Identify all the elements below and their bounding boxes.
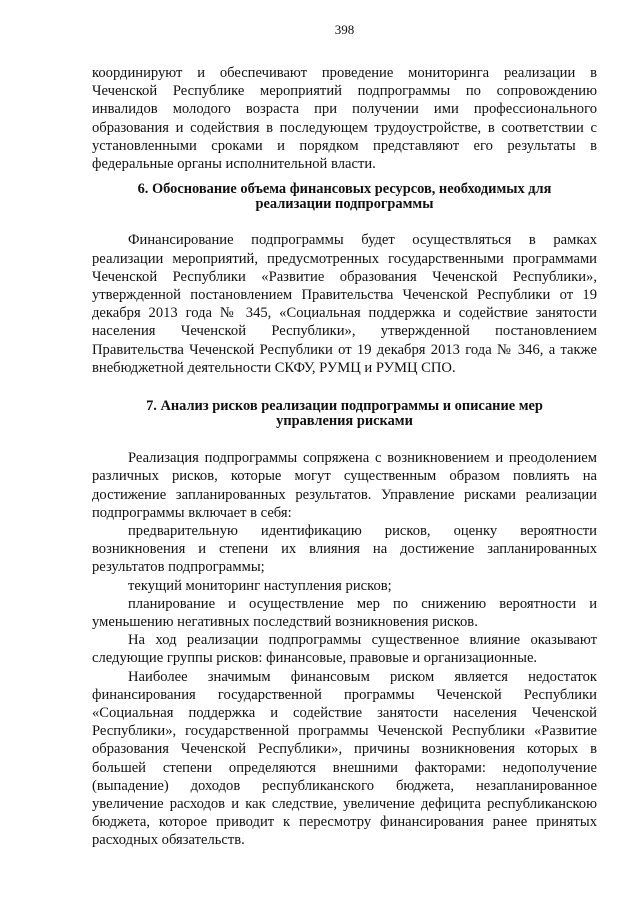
section-7-heading-line-2: управления рисками — [276, 412, 413, 429]
section-7-list-item-monitoring: текущий мониторинг наступления рисков; — [128, 577, 392, 594]
section-6-heading-line-1: 6. Обоснование объема финансовых ресурсов, необходимых для — [137, 181, 552, 198]
section-7-list-item-identification: предварительную идентификацию рисков, оценку вероятности возникновения и степени их влияния на достижение запланированных результатов подпрограммы; — [92, 523, 597, 576]
section-7-heading — [92, 399, 597, 428]
section-7-list-item-planning: планирование и осуществление мер по снижению вероятности и уменьшению негативных последствий возникновения рисков. — [92, 595, 597, 631]
section-7-heading-line-1: 7. Анализ рисков реализации подпрограммы и описание мер — [146, 398, 543, 415]
intro-paragraph: координируют и обеспечивают проведение мониторинга реализации в Чеченской Республике мероприятий подпрограммы по сопровождению инвалидов молодого возраста при получении ими профессионального образования и содействия в последующем трудоустройстве, в соответствии с установленными сроками и порядком представляют его результаты в федеральные органы исполнительной власти. — [92, 65, 597, 173]
document-page — [92, 22, 597, 850]
section-7-paragraph-financial-risk: Наиболее значимым финансовым риском является недостаток финансирования государственной программы Чеченской Республики «Социальная поддержка и содействие занятости населения Чеченской Республики», государственной программы Чеченской Республики «Развитие образования Чеченской Республики», причины возникновения которых в большей степени определяются внешними факторами: недополучение (выпадение) доходов республиканского бюджета, незапланированное увеличение расходов и как следствие, увеличение дефицита республиканскою бюджета, которое приводит к пересмотру финансирования ранее принятых расходных обязательств. — [92, 668, 597, 849]
section-6-heading-line-2: реализации подпрограммы — [255, 195, 434, 212]
section-7-paragraph-risk-groups: На ход реализации подпрограммы существенное влияние оказывают следующие группы рисков: финансовые, правовые и организационные. — [92, 632, 597, 667]
section-6-paragraph: Финансирование подпрограммы будет осуществляться в рамках реализации мероприятий, предусмотренных государственными программами Чеченской Республики «Развитие образования Чеченской Республики», утвержденной постановлением Правительства Чеченской Республики от 19 декабря 2013 года № 345, «Социальная поддержка и содействие занятости населения Чеченской Республики», утвержденной постановлением Правительства Чеченской Республики от 19 декабря 2013 года № 346, а также внебюджетной деятельности СКФУ, РУМЦ и РУМЦ СПО. — [92, 232, 597, 376]
section-7-body — [92, 449, 597, 849]
page-number: 398 — [334, 22, 355, 37]
section-7-paragraph-intro: Реализация подпрограммы сопряжена с возникновением и преодолением различных рисков, которые могут существенным образом повлиять на достижение запланированных результатов. Управление рисками реализации подпрограммы включает в себя: — [92, 450, 597, 521]
section-6-heading — [92, 182, 597, 211]
